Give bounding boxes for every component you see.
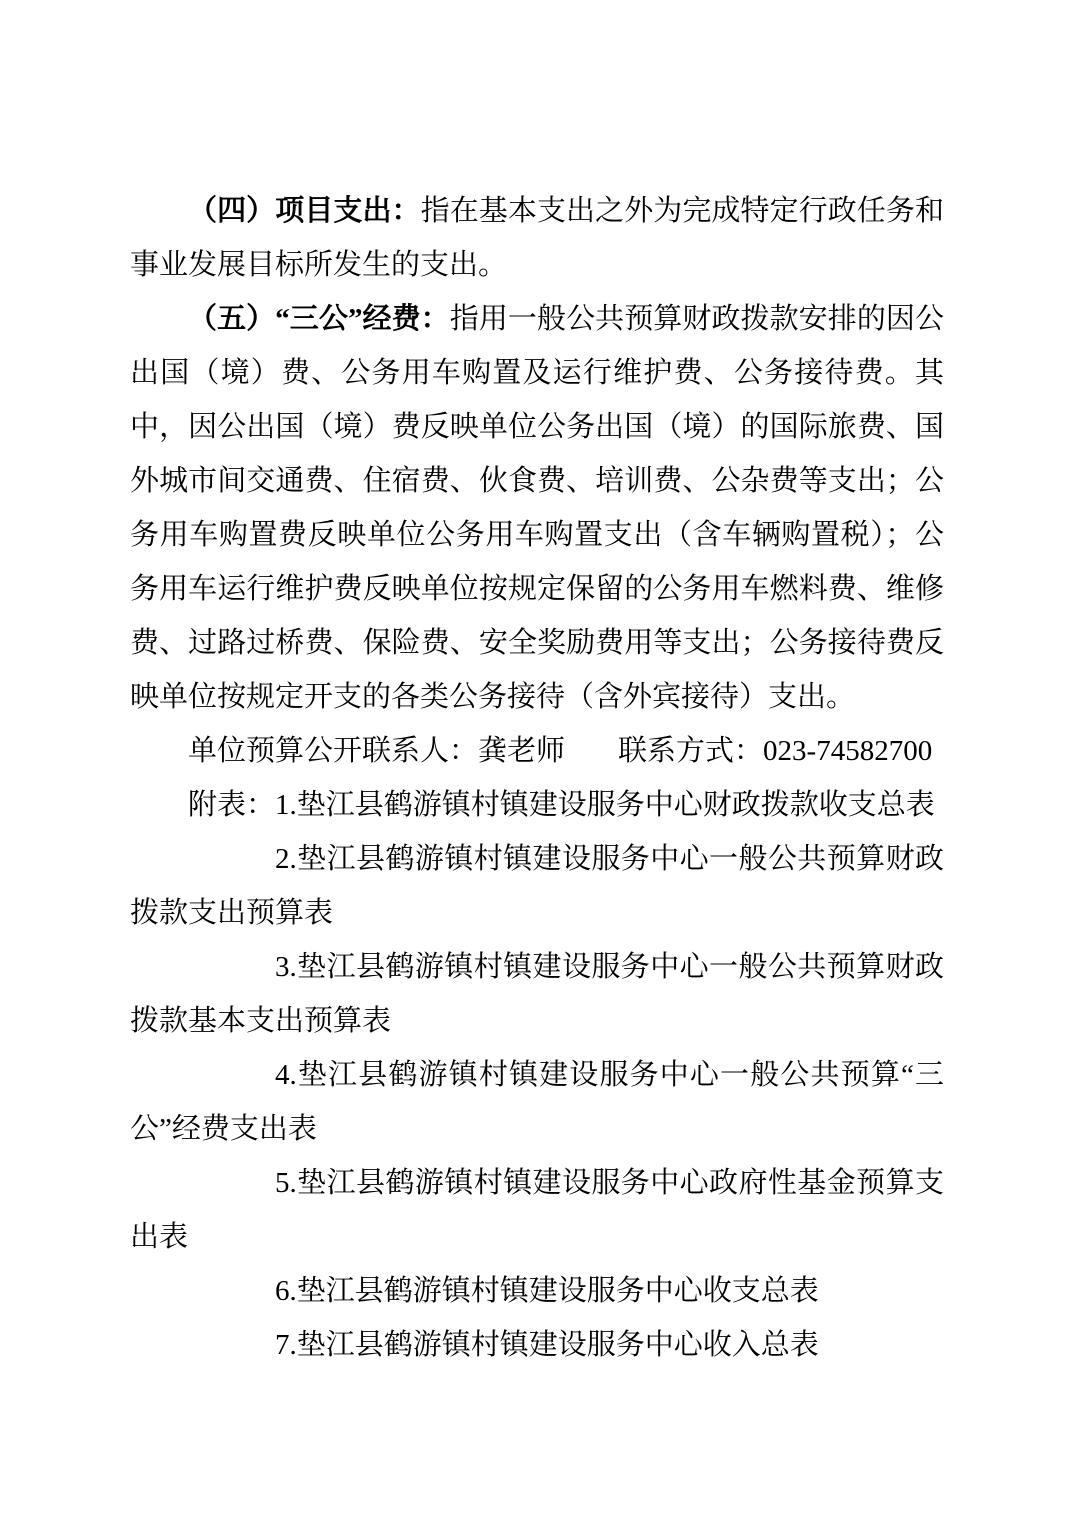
contact-method-label: 联系方式：: [618, 735, 764, 767]
appendix-item-5: 5.垫江县鹤游镇村镇建设服务中心政府性基金预算支出表: [130, 1167, 944, 1253]
appendix-item-6: 6.垫江县鹤游镇村镇建设服务中心收支总表: [275, 1275, 819, 1307]
contact-label: 单位预算公开联系人：: [188, 735, 479, 767]
appendix-first-line: [130, 778, 944, 832]
appendix-item-4: 4.垫江县鹤游镇村镇建设服务中心一般公共预算“三公”经费支出表: [130, 1059, 944, 1145]
appendix-item-2: 2.垫江县鹤游镇村镇建设服务中心一般公共预算财政拨款支出预算表: [130, 843, 944, 929]
appendix-item-1: 1.垫江县鹤游镇村镇建设服务中心财政拨款收支总表: [275, 789, 935, 821]
document-body: [130, 184, 944, 1372]
paragraph-text-three-public-funds: 指用一般公共预算财政拨款安排的因公出国（境）费、公务用车购置及运行维护费、公务接待费。其中，因公出国（境）费反映单位公务出国（境）的国际旅费、国外城市间交通费、住宿费、伙食费、培训费、公杂费等支出；公务用车购置费反映单位公务用车购置支出（含车辆购置税）；公务用车运行维护费反映单位按规定保留的公务用车燃料费、维修费、过路过桥费、保险费、安全奖励费用等支出；公务接待费反映单位按规定开支的各类公务接待（含外宾接待）支出。: [130, 303, 944, 713]
paragraph-text-project-expenditure: 指在基本支出之外为完成特定行政任务和事业发展目标所发生的支出。: [130, 195, 944, 281]
contact-line: [130, 724, 944, 778]
paragraph-lead-three-public-funds: （五）“三公”经费：: [188, 303, 450, 335]
contact-name: 龚老师: [478, 735, 566, 767]
paragraph-lead-project-expenditure: （四）项目支出：: [188, 195, 421, 227]
contact-phone: 023-74582700: [763, 735, 933, 767]
appendix-label: 附表：: [188, 789, 276, 821]
appendix-item-3: 3.垫江县鹤游镇村镇建设服务中心一般公共预算财政拨款基本支出预算表: [130, 951, 944, 1037]
appendix-item-7: 7.垫江县鹤游镇村镇建设服务中心收入总表: [275, 1329, 819, 1361]
paragraph-three-public-funds: [130, 292, 944, 724]
paragraph-project-expenditure: [130, 184, 944, 292]
